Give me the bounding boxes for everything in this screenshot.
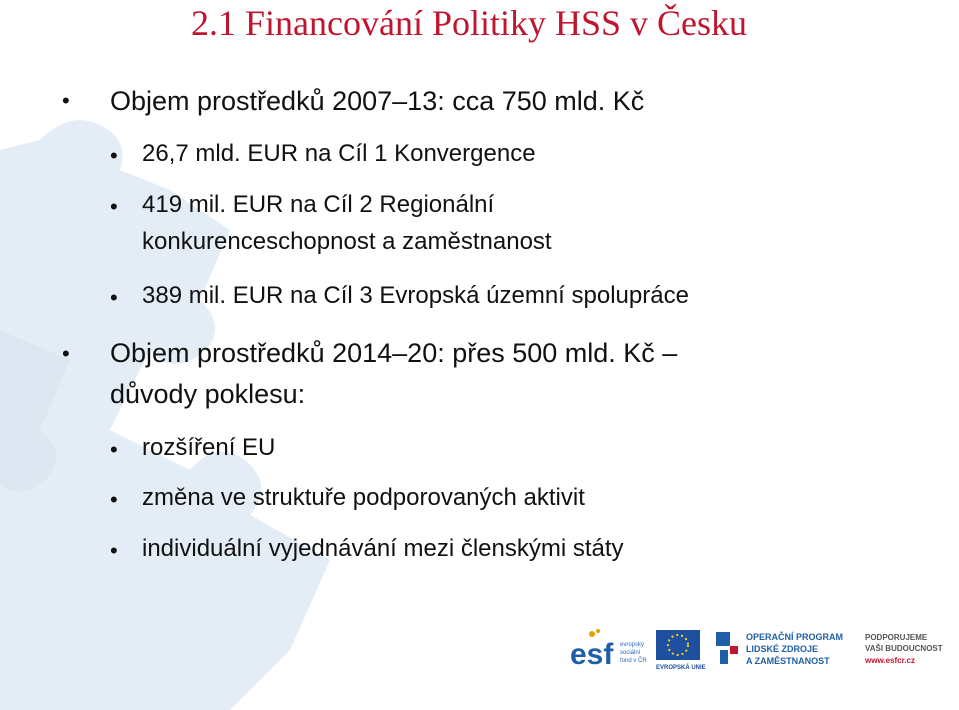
- bullet-dot-icon: •: [110, 437, 118, 462]
- list-item: Objem prostředků 2014–20: přes 500 mld. Kč –: [110, 338, 678, 368]
- op-line-1: OPERAČNÍ PROGRAM: [746, 632, 844, 642]
- esf-logo-text: esf: [570, 638, 614, 671]
- eu-flag-logo: [656, 630, 706, 671]
- support-line-2: VAŠI BUDOUCNOST: [865, 644, 943, 653]
- list-item-continuation: konkurenceschopnost a zaměstnanost: [142, 228, 552, 255]
- op-line-2: LIDSKÉ ZDROJE: [746, 644, 819, 654]
- esf-small-text-2: sociální: [620, 650, 641, 656]
- support-text: [864, 633, 943, 665]
- eu-label: EVROPSKÁ UNIE: [656, 665, 706, 671]
- list-item: 419 mil. EUR na Cíl 2 Regionální: [142, 191, 495, 218]
- list-item-continuation: důvody poklesu:: [110, 379, 306, 409]
- slide-title: 2.1 Financování Politiky HSS v Česku: [191, 3, 748, 43]
- bullet-dot-icon: •: [110, 538, 118, 563]
- list-item: 389 mil. EUR na Cíl 3 Evropská územní spolupráce: [142, 282, 689, 309]
- list-item: změna ve struktuře podporovaných aktivit: [142, 484, 585, 511]
- bullet-dot-icon: •: [62, 341, 70, 366]
- bullet-dot-icon: •: [110, 143, 118, 168]
- bullet-dot-icon: •: [62, 88, 70, 113]
- list-item: 26,7 mld. EUR na Cíl 1 Konvergence: [142, 140, 536, 167]
- esf-small-text-1: evropský: [620, 642, 645, 648]
- bullet-dot-icon: •: [110, 285, 118, 310]
- bullet-dot-icon: •: [110, 194, 118, 219]
- footer-logos: [570, 624, 955, 674]
- list-item: rozšíření EU: [142, 434, 276, 461]
- bullet-dot-icon: •: [110, 487, 118, 512]
- esf-small-text-3: fond v ČR: [620, 658, 647, 664]
- list-item: individuální vyjednávání mezi členskými státy: [142, 535, 624, 562]
- esf-logo: [570, 629, 647, 671]
- op-line-3: A ZAMĚSTNANOST: [746, 656, 830, 666]
- support-line-1: PODPORUJEME: [865, 633, 928, 642]
- support-line-3: www.esfcr.cz: [865, 656, 915, 665]
- list-item: Objem prostředků 2007–13: cca 750 mld. Kč: [110, 86, 645, 116]
- op-logo: [716, 631, 843, 666]
